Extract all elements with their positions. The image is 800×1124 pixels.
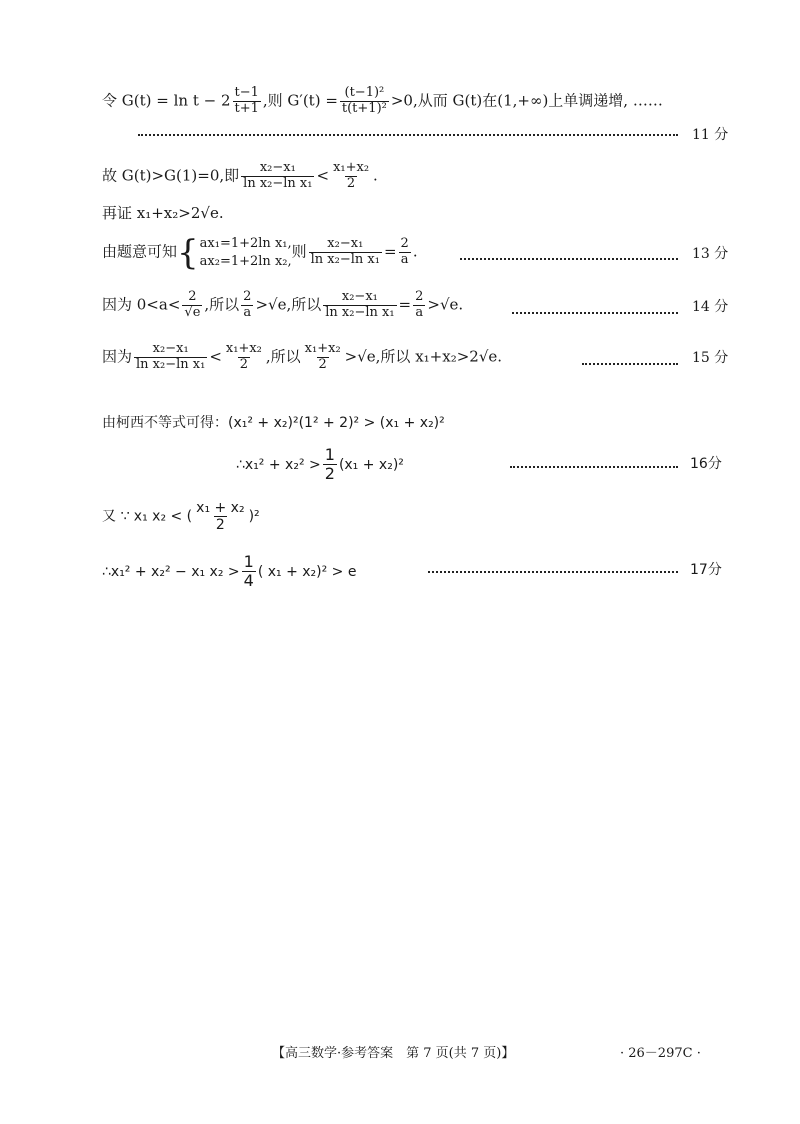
text: 因为 0<a< [102,295,181,314]
fraction: $\frac{2}{a}$ [243,289,252,320]
line-define-G [102,86,663,117]
fraction: $\frac{t-1}{t+1}$ [234,85,259,116]
fraction: $\frac{1}{2}$ [324,445,335,484]
score-13: 13 分 [692,246,729,262]
footer-code: · 26－297C · [620,1046,701,1061]
fraction: $\frac{2}{a}$ [415,289,424,320]
dot-leader [510,466,678,468]
line-system: 由题意可知{ ax₁=1+2ln x₁, ax₂=1+2ln x₂, 则 $\frac{\text{x₂−x₁}}{\text{ln x₂−ln x₁}}$ = $\frac{2}{a}$ . [102,232,418,273]
dot-leader [428,571,678,573]
text: 因为 [102,347,133,366]
line-because-a: 因为 0<a< $\frac{2}{√e}$ ,所以 $\frac{2}{a}$ >√e,所以 $\frac{\text{x₂−x₁}}{\text{ln x₂−ln x₁}}$ = $\frac{2}{a}$ >√e. [102,289,464,320]
text: ∴x₁² + x₂² − x₁ x₂ > [102,563,240,580]
equation-system: ax₁=1+2ln x₁, ax₂=1+2ln x₂, [199,236,292,269]
fraction: $\frac{2}{a}$ [400,236,409,268]
fraction: $\frac{\text{(t−1)²}}{\text{t(t+1)²}}$ [341,85,387,116]
footer-title: 【高三数学·参考答案 第 7 页(共 7 页)】 [272,1046,515,1061]
fraction: $\frac{\text{x₁+x₂}}{2}$ [333,160,370,191]
line-therefore-1: ∴x₁² + x₂² > $\frac{1}{2}$ (x₁ + x₂)² [236,445,404,484]
dot-leader [460,258,678,260]
fraction: $\frac{\text{x₂−x₁}}{\text{ln x₂−ln x₁}}$ [325,289,395,320]
line-therefore-final: ∴x₁² + x₂² − x₁ x₂ > $\frac{1}{4}$ ( x₁ + x₂)² > e [102,552,357,591]
line-cauchy: 由柯西不等式可得：(x₁² + x₂)²(1² + 2)² > (x₁ + x₂)² [102,415,445,431]
fraction: $\frac{1}{4}$ [243,552,254,591]
fraction: $\frac{\text{x₂−x₁}}{\text{ln x₂−ln x₁}}$ [136,341,206,372]
text: ,则 G′(t) = [262,91,338,110]
fraction: $\frac{\text{x₁ + x₂}}{2}$ [196,500,245,534]
line-prove-sum: 再证 x₁+x₂>2√e. [102,204,224,222]
text: 故 G(t)>G(1)=0,即 [102,166,240,185]
score-14: 14 分 [692,299,729,315]
line-because-product: 又 ∵ x₁ x₂ < ( $\frac{\text{x₁ + x₂}}{2}$ )² [102,500,260,534]
text: 又 ∵ x₁ x₂ < ( [102,508,193,525]
score-11: 11 分 [692,127,729,143]
text: >0,从而 G(t)在(1,+∞)上单调递增, …… [390,91,663,110]
line-therefore-sum: 因为 $\frac{\text{x₂−x₁}}{\text{ln x₂−ln x₁}}$ < $\frac{\text{x₁+x₂}}{2}$ ,所以 $\frac{\text{x₁+x₂}}{2}$ >√e,所以 x₁+x₂>2√e. [102,341,503,372]
score-16: 16分 [690,456,722,472]
dot-leader [138,134,678,136]
fraction: $\frac{\text{x₂−x₁}}{\text{ln x₂−ln x₁}}$ [310,236,380,268]
fraction: $\frac{\text{x₁+x₂}}{2}$ [225,341,262,372]
score-17: 17分 [690,562,722,578]
fraction: $\frac{\text{x₂−x₁}}{\text{ln x₂−ln x₁}}$ [243,160,313,191]
text: 由题意可知 [102,242,178,261]
score-15: 15 分 [692,350,729,366]
text: 令 G(t) = ln t − 2 [102,91,231,110]
text: ∴x₁² + x₂² > [236,456,321,473]
dot-leader [582,363,678,365]
dot-leader [512,312,678,314]
left-brace: { [177,232,199,273]
line-conclusion-G: 故 G(t)>G(1)=0,即 $\frac{\text{x₂−x₁}}{\text{ln x₂−ln x₁}}$ < $\frac{\text{x₁+x₂}}{2}$ . [102,160,378,191]
fraction: $\frac{2}{√e}$ [184,289,201,320]
fraction: $\frac{\text{x₁+x₂}}{2}$ [304,341,341,372]
